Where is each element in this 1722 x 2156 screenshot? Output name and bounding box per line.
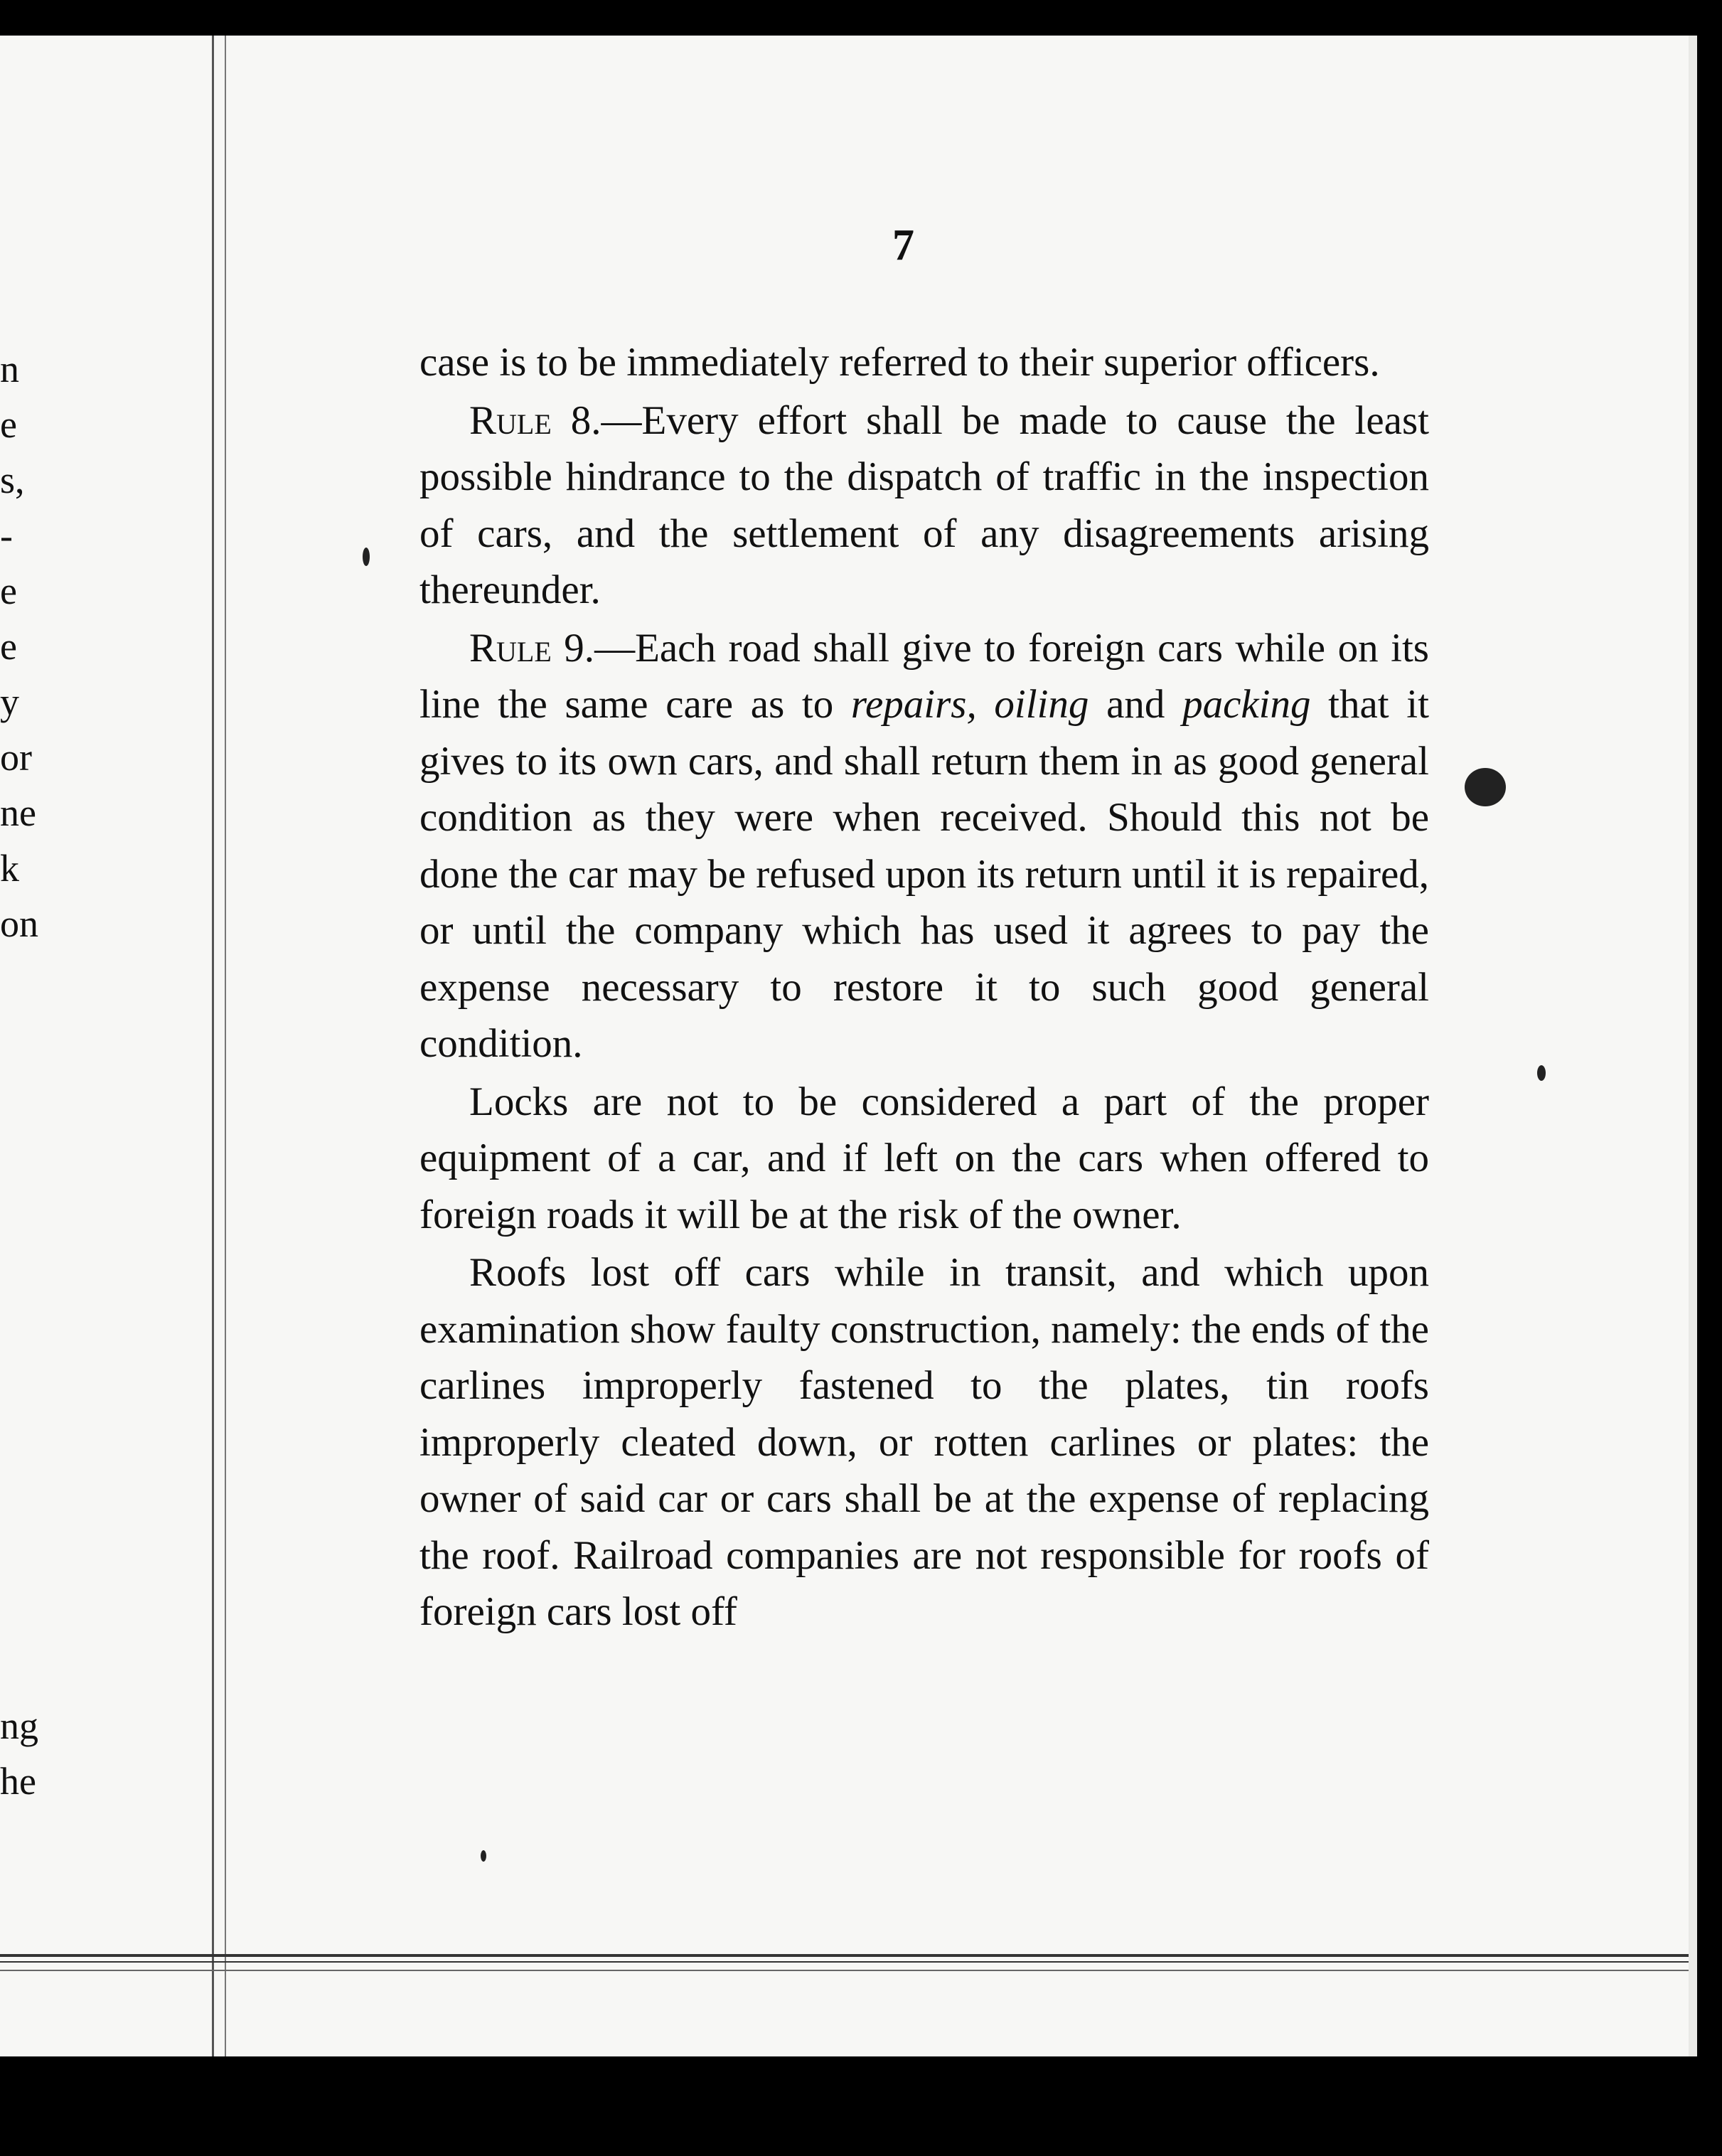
paragraph-text: —Every effort shall be made to cause the least possible hindrance to the dispatch of traffic in the inspection of cars, and the settlement of any disagreements arising thereunder. bbox=[419, 397, 1429, 612]
page-body bbox=[419, 334, 1429, 1642]
margin-fragment: on bbox=[0, 902, 38, 945]
margin-fragment: y bbox=[0, 681, 19, 723]
paragraph-text: and bbox=[1089, 682, 1183, 727]
paragraph-text: Roofs lost off cars while in transit, and which upon examination show faulty construction, namely: the ends of the carlines improperly fastened to the plates, tin roofs improperly cleated down, or rotten carlines or plates: the owner of said car or cars shall be at the expense of replacing the roof. Railroad companies are not responsible for roofs of foreign cars lost off bbox=[419, 1250, 1429, 1634]
margin-fragment: - bbox=[0, 514, 13, 557]
margin-fragment: or bbox=[0, 736, 32, 779]
fold-line bbox=[225, 36, 226, 2056]
ink-blot bbox=[1465, 768, 1506, 806]
paragraph-text: case is to be immediately referred to their superior officers. bbox=[419, 340, 1380, 385]
paragraph-rule-8 bbox=[419, 393, 1429, 619]
emphasis-text: repairs, oiling bbox=[850, 682, 1089, 727]
margin-fragment: ne bbox=[0, 791, 36, 834]
bottom-rule bbox=[0, 1961, 1689, 1963]
left-page-margin-fragments bbox=[0, 341, 64, 1809]
ink-speck bbox=[1537, 1065, 1546, 1081]
margin-fragment: he bbox=[0, 1760, 36, 1803]
margin-fragment: s, bbox=[0, 459, 25, 501]
paragraph-text: that it gives to its own cars, and shall return them in as good general condition as they were when received. Should this not be done the car may be refused upon its return until it is repaired, or until the company which has used it agrees to pay the expense necessary to restore it to such good general condition. bbox=[419, 682, 1429, 1066]
rule-label: Rule 9. bbox=[469, 625, 595, 671]
paragraph-rule-9 bbox=[419, 620, 1429, 1072]
margin-fragment: e bbox=[0, 625, 17, 668]
margin-fragment: n bbox=[0, 348, 19, 390]
ink-speck bbox=[363, 548, 370, 566]
margin-fragment: ng bbox=[0, 1704, 38, 1747]
ink-speck bbox=[481, 1850, 486, 1862]
fold-line bbox=[212, 36, 214, 2056]
rule-label: Rule 8. bbox=[469, 397, 601, 443]
page-number: 7 bbox=[892, 221, 914, 270]
emphasis-text: packing bbox=[1182, 682, 1311, 727]
scan-edge-strip bbox=[1689, 36, 1697, 2056]
paragraph bbox=[419, 334, 1429, 391]
paragraph-roofs bbox=[419, 1244, 1429, 1640]
paragraph-text: Locks are not to be considered a part of the proper equipment of a car, and if left on the cars when offered to foreign roads it will be at the risk of the owner. bbox=[419, 1079, 1429, 1237]
margin-fragment: k bbox=[0, 847, 19, 890]
paragraph-text: —Each road shall give to foreign cars while on its line the same care as to bbox=[419, 625, 1429, 727]
margin-fragment: e bbox=[0, 570, 17, 612]
scanned-page bbox=[0, 36, 1689, 2056]
margin-fragment: e bbox=[0, 403, 17, 446]
bottom-rule bbox=[0, 1970, 1689, 1971]
bottom-rule bbox=[0, 1954, 1689, 1957]
paragraph-locks bbox=[419, 1074, 1429, 1244]
